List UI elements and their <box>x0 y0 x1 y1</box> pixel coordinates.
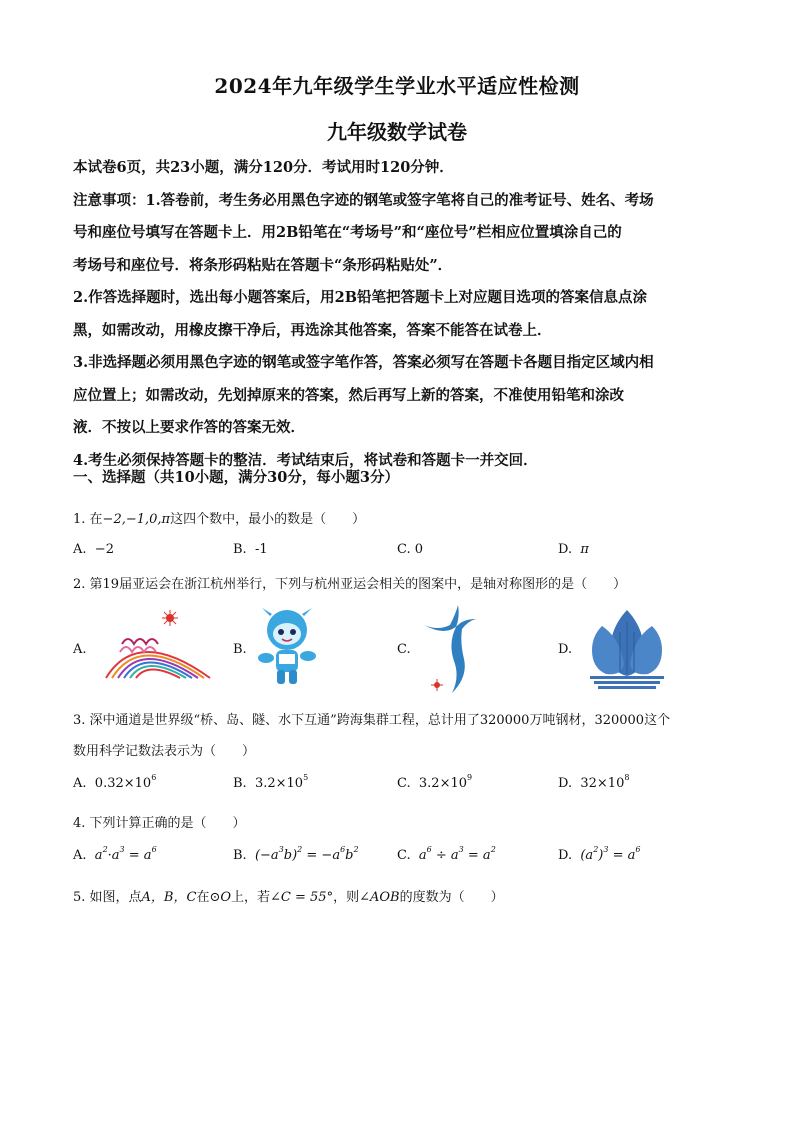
option-d: D. π <box>558 542 589 557</box>
math-expression: −2,−1,0,π <box>102 512 171 527</box>
note-line: 液．不按以上要求作答的答案无效． <box>73 419 305 436</box>
question-2: 2. 第19届亚运会在浙江杭州举行，下列与杭州亚运会相关的图案中，是轴对称图形的是（ ） <box>73 577 627 592</box>
option-b: B. $3.2\times 10^5$ <box>233 773 309 791</box>
option-d: D. $(a^2)^3 = a^6$ <box>558 845 641 863</box>
note-line: 黑，如需改动，用橡皮擦干净后，再选涂其他答案，答案不能答在试卷上． <box>73 321 552 339</box>
option-c: C. $a^6 \div a^3 = a^2$ <box>397 845 496 863</box>
option-a: A. $a^2\cdot a^3 = a^6$ <box>73 845 157 863</box>
option-a: A. −2 <box>73 542 114 557</box>
sun-icon <box>431 679 443 691</box>
option-b: B. -1 <box>233 542 268 557</box>
question-3-continued: 数用科学记数法表示为（ ） <box>73 744 256 759</box>
section-heading: 一、选择题（共10小题，满分30分，每小题3分） <box>73 469 399 486</box>
question-4: 4. 下列计算正确的是（ ） <box>73 816 246 831</box>
mascot-image <box>252 606 322 688</box>
lotus-image <box>584 608 670 690</box>
asian-games-emblem-image <box>98 608 216 686</box>
question-text: 这四个数中，最小的数是（ ） <box>170 512 366 527</box>
note-line: 3.非选择题必须用黑色字迹的钢笔或签字笔作答，答案必须写在答题卡各题目指定区域内相 <box>73 354 654 371</box>
note-line: 4.考生必须保持答题卡的整洁．考试结束后，将试卷和答题卡一并交回． <box>73 451 538 469</box>
question-1 <box>73 508 365 527</box>
option-c: C. $3.2\times 10^9$ <box>397 773 473 791</box>
note-line: 本试卷6页，共23小题，满分120分．考试用时120分钟． <box>73 159 454 176</box>
option-a: A. <box>73 642 87 657</box>
note-line: 号和座位号填写在答题卡上．用2B铅笔在“考场号”和“座位号”栏相应位置填涂自己的 <box>73 224 622 241</box>
option-d: D. $32\times 10^8$ <box>558 773 630 791</box>
sun-icon <box>162 610 178 626</box>
question-text: 1. 在 <box>73 512 103 527</box>
option-b: B. <box>233 642 247 657</box>
exam-notes <box>73 152 723 477</box>
note-line: 应位置上；如需改动，先划掉原来的答案，然后再写上新的答案，不准使用铅笔和涂改 <box>73 386 624 404</box>
option-c: C. <box>397 642 411 657</box>
question-5: 5. 如图，点A，B，C在⊙O上，若∠C = 55°，则∠AOB的度数为（ ） <box>73 890 504 905</box>
fish-tail-image <box>420 603 480 695</box>
option-d: D. <box>558 642 573 657</box>
option-a: A. $0.32\times 10^6$ <box>73 773 157 791</box>
note-line: 注意事项：1.答卷前，考生务必用黑色字迹的钢笔或签字笔将自己的准考证号、姓名、考场 <box>73 191 654 209</box>
note-line: 2.作答选择题时，选出每小题答案后，用2B铅笔把答题卡上对应题目选项的答案信息点涂 <box>73 289 647 306</box>
option-c: C. 0 <box>397 542 424 557</box>
page-subtitle: 九年级数学试卷 <box>327 120 467 144</box>
question-3: 3. 深中通道是世界级“桥、岛、隧、水下互通”跨海集群工程，总计用了320000万吨钢材，320000这个 <box>73 713 671 728</box>
page-title: 2024年九年级学生学业水平适应性检测 <box>214 74 580 98</box>
note-line: 考场号和座位号．将条形码粘贴在答题卡“条形码粘贴处”． <box>73 256 453 274</box>
option-b: B. $(-a^3b)^2 = -a^6b^2$ <box>233 845 359 863</box>
